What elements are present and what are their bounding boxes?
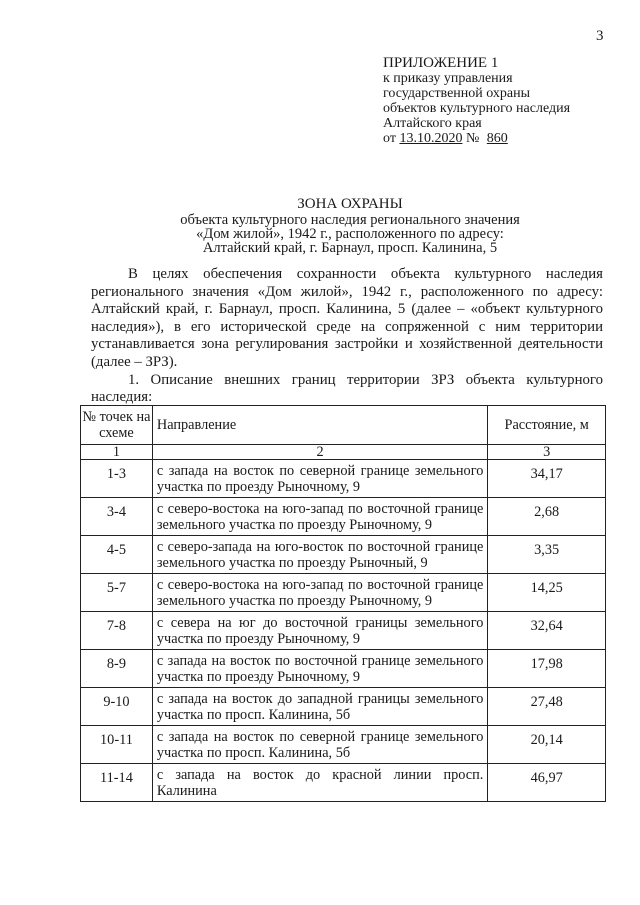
cell-direction: с запада на восток до красной линии просп. Калинина bbox=[152, 764, 487, 802]
title-line: «Дом жилой», 1942 г., расположенного по адресу: bbox=[196, 226, 504, 242]
appendix-heading: ПРИЛОЖЕНИЕ 1 bbox=[383, 55, 499, 71]
table-row bbox=[81, 498, 606, 536]
cell-points: 3-4 bbox=[81, 498, 153, 536]
table-row bbox=[81, 574, 606, 612]
date-prefix: от bbox=[383, 131, 396, 146]
cell-distance: 20,14 bbox=[488, 726, 606, 764]
table-row bbox=[81, 460, 606, 498]
column-number-row bbox=[81, 445, 606, 460]
appendix-block bbox=[383, 56, 570, 146]
paragraph-purpose: В целях обеспечения сохранности объекта культурного наследия регионального значения «Дом жилой», 1942 г., расположенного по адресу: Алтайский край, г. Барнаул, просп. Калинина, 5 (далее – «объект культурного наследия»), в его исторической среде на сопряженной с ним территории устанавливается зона регулирования застройки и хозяйственной деятельности (далее – ЗРЗ). bbox=[91, 266, 603, 370]
cell-distance: 17,98 bbox=[488, 650, 606, 688]
appendix-line: объектов культурного наследия bbox=[383, 101, 571, 116]
boundary-table bbox=[80, 405, 606, 802]
cell-points: 11-14 bbox=[81, 764, 153, 802]
cell-points: 10-11 bbox=[81, 726, 153, 764]
cell-direction: с запада на восток по северной границе земельного участка по просп. Калинина, 5б bbox=[152, 726, 487, 764]
paragraph-boundaries: 1. Описание внешних границ территории ЗРЗ объекта культурного наследия: bbox=[91, 371, 603, 406]
order-number: 860 bbox=[486, 131, 508, 146]
document-title bbox=[0, 197, 640, 255]
cell-direction: с северо-востока на юго-запад по восточной границе земельного участка по проезду Рыночному, 9 bbox=[152, 498, 487, 536]
cell-distance: 2,68 bbox=[488, 498, 606, 536]
cell-distance: 32,64 bbox=[488, 612, 606, 650]
cell-distance: 14,25 bbox=[488, 574, 606, 612]
cell-points: 8-9 bbox=[81, 650, 153, 688]
column-number: 2 bbox=[152, 445, 487, 460]
cell-direction: с запада на восток по северной границе земельного участка по проезду Рыночному, 9 bbox=[152, 460, 487, 498]
cell-direction: с запада на восток по восточной границе земельного участка по проезду Рыночному, 9 bbox=[152, 650, 487, 688]
cell-points: 4-5 bbox=[81, 536, 153, 574]
table-row bbox=[81, 726, 606, 764]
header-points: № точек на схеме bbox=[81, 406, 153, 445]
appendix-date-line bbox=[383, 131, 570, 146]
cell-distance: 27,48 bbox=[488, 688, 606, 726]
body-text bbox=[91, 266, 603, 407]
cell-points: 1-3 bbox=[81, 460, 153, 498]
table-row bbox=[81, 650, 606, 688]
page-number: 3 bbox=[596, 28, 604, 44]
cell-distance: 3,35 bbox=[488, 536, 606, 574]
table-row bbox=[81, 688, 606, 726]
header-direction: Направление bbox=[152, 406, 487, 445]
appendix-line: государственной охраны bbox=[383, 86, 531, 101]
column-number: 3 bbox=[488, 445, 606, 460]
column-number: 1 bbox=[81, 445, 153, 460]
cell-distance: 46,97 bbox=[488, 764, 606, 802]
cell-direction: с запада на восток до западной границы земельного участка по просп. Калинина, 5б bbox=[152, 688, 487, 726]
number-sign: № bbox=[465, 131, 480, 146]
title-zone: ЗОНА ОХРАНЫ bbox=[297, 196, 403, 212]
title-line: Алтайский край, г. Барнаул, просп. Калинина, 5 bbox=[202, 240, 498, 256]
table-header-row bbox=[81, 406, 606, 445]
cell-distance: 34,17 bbox=[488, 460, 606, 498]
cell-direction: с северо-востока на юго-запад по восточной границе земельного участка по проезду Рыночному, 9 bbox=[152, 574, 487, 612]
table-row bbox=[81, 536, 606, 574]
table-row bbox=[81, 612, 606, 650]
order-date: 13.10.2020 bbox=[399, 131, 463, 146]
cell-points: 9-10 bbox=[81, 688, 153, 726]
cell-direction: с севера на юг до восточной границы земельного участка по проезду Рыночному, 9 bbox=[152, 612, 487, 650]
header-distance: Расстояние, м bbox=[488, 406, 606, 445]
appendix-line: к приказу управления bbox=[383, 71, 513, 86]
appendix-line: Алтайского края bbox=[383, 116, 482, 131]
cell-points: 5-7 bbox=[81, 574, 153, 612]
title-line: объекта культурного наследия регионального значения bbox=[180, 212, 520, 228]
table-row bbox=[81, 764, 606, 802]
cell-points: 7-8 bbox=[81, 612, 153, 650]
cell-direction: с северо-запада на юго-восток по восточной границе земельного участка по проезду Рыночный, 9 bbox=[152, 536, 487, 574]
